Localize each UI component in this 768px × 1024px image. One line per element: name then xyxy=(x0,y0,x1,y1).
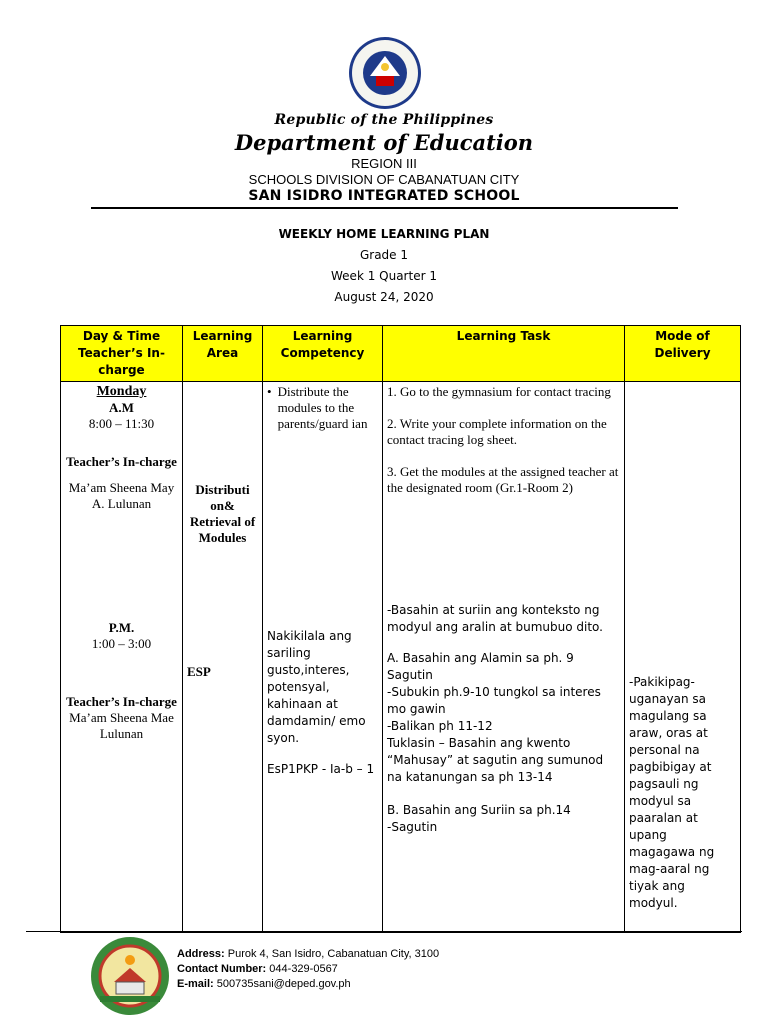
plan-grade: Grade 1 xyxy=(359,248,409,262)
am-teacher-name: Ma’am Sheena May A. Lulunan xyxy=(68,480,175,511)
am-learning-area: Distributi on& Retrieval of Modules xyxy=(189,482,256,545)
plan-week: Week 1 Quarter 1 xyxy=(331,269,437,283)
department-heading: Department of Education xyxy=(234,130,534,155)
bullet-icon: • xyxy=(267,384,272,399)
republic-heading: Republic of the Philippines xyxy=(274,112,494,128)
header-learning-competency: Learning Competency xyxy=(263,326,383,382)
pm-delivery: -Pakikipag-uganayan sa magulang sa araw, oras at personal na pagbibigay at pagsauli ng modyul sa paaralan at upang magagawa ng mag-aaral ng tiyak ang modyul. xyxy=(629,675,715,910)
region-label: REGION III xyxy=(351,156,417,171)
am-task-1: 1. Go to the gymnasium for contact tracing xyxy=(387,384,611,399)
header-divider xyxy=(91,207,678,209)
email-value: 500735sani@deped.gov.ph xyxy=(216,978,351,990)
pm-teacher-label: Teacher’s In-charge xyxy=(66,694,177,709)
school-logo xyxy=(90,936,170,1016)
pm-period: P.M. xyxy=(108,620,135,635)
plan-date: August 24, 2020 xyxy=(334,290,434,304)
day-label: Monday xyxy=(96,384,147,399)
footer-address xyxy=(177,948,439,960)
header-day-time: Day & Time Teacher’s In-charge xyxy=(61,326,183,382)
am-task-2: 2. Write your complete information on the contact tracing log sheet. xyxy=(387,416,607,447)
pm-task-a: A. Basahin ang Alamin sa ph. 9 Sagutin -Subukin ph.9-10 tungkol sa interes mo gawin -Balikan ph 11-12 Tuklasin – Basahin ang kwento “Mahusay” at sagutin ang sumunod na katanungan sa ph 13-14 xyxy=(387,651,604,784)
footer-email xyxy=(177,978,351,990)
school-name: SAN ISIDRO INTEGRATED SCHOOL xyxy=(248,188,520,204)
learning-plan-table xyxy=(60,325,741,933)
table-row xyxy=(61,382,741,933)
learning-task-cell xyxy=(383,382,625,933)
mode-of-delivery-cell xyxy=(625,382,741,933)
learning-competency-cell xyxy=(263,382,383,933)
address-label: Address: xyxy=(177,948,225,960)
pm-competency: Nakikilala ang sariling gusto,interes, potensyal, kahinaan at damdamin/ emo syon. xyxy=(267,629,366,745)
learning-area-cell xyxy=(183,382,263,933)
am-task-3: 3. Get the modules at the assigned teacher at the designated room (Gr.1-Room 2) xyxy=(387,464,619,495)
plan-title: WEEKLY HOME LEARNING PLAN xyxy=(278,227,490,241)
email-label: E-mail: xyxy=(177,978,214,990)
header-learning-area: Learning Area xyxy=(183,326,263,382)
am-competency: Distribute the modules to the parents/guard ian xyxy=(277,384,368,431)
header-mode-of-delivery: Mode of Delivery xyxy=(625,326,741,382)
pm-task-intro: -Basahin at suriin ang konteksto ng modyul ang aralin at bumubuo dito. xyxy=(387,603,603,634)
footer-contact xyxy=(177,963,338,975)
contact-label: Contact Number: xyxy=(177,963,267,975)
am-time: 8:00 – 11:30 xyxy=(88,416,155,431)
division-label: SCHOOLS DIVISION OF CABANATUAN CITY xyxy=(248,172,520,187)
pm-competency-code: EsP1PKP - Ia-b – 1 xyxy=(267,762,375,776)
pm-task-b: B. Basahin ang Suriin sa ph.14 -Sagutin xyxy=(387,803,571,834)
contact-value: 044-329-0567 xyxy=(269,963,338,975)
am-period: A.M xyxy=(109,400,134,415)
address-value: Purok 4, San Isidro, Cabanatuan City, 3100 xyxy=(227,948,440,960)
am-teacher-label: Teacher’s In-charge xyxy=(66,454,177,469)
am-competency-item xyxy=(267,384,378,432)
table-header-row xyxy=(61,326,741,382)
pm-time: 1:00 – 3:00 xyxy=(91,636,152,651)
header-learning-task: Learning Task xyxy=(383,326,625,382)
pm-teacher-name: Ma’am Sheena Mae Lulunan xyxy=(69,710,174,741)
pm-learning-area: ESP xyxy=(187,664,211,679)
day-time-cell xyxy=(61,382,183,933)
footer-divider xyxy=(26,931,742,932)
deped-seal-logo xyxy=(348,36,422,110)
